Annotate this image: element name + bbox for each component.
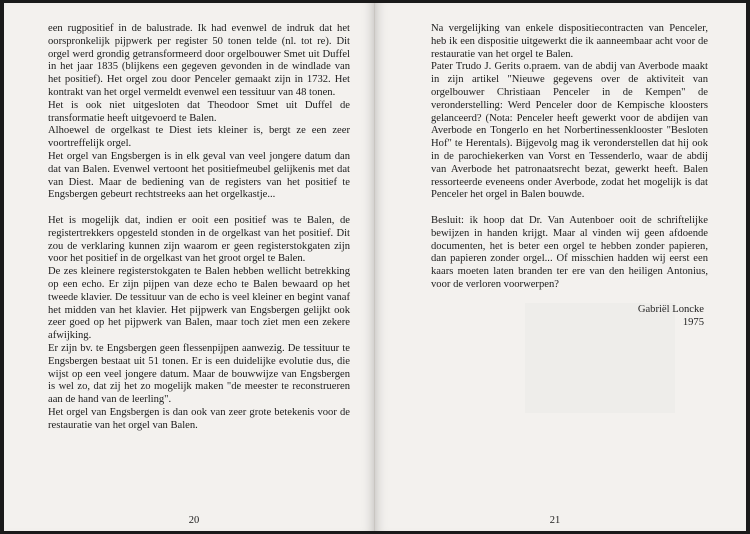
paragraph: Het orgel van Engsbergen is dan ook van zeer grote betekenis voor de restauratie van het orgel van Balen. bbox=[48, 406, 350, 431]
paragraph: Alhoewel de orgelkast te Diest iets kleiner is, bergt ze een zeer voortreffelijk orgel. bbox=[48, 125, 350, 150]
right-page-text bbox=[431, 23, 708, 292]
left-page-text bbox=[48, 23, 350, 433]
signature-year: 1975 bbox=[682, 316, 704, 328]
book-spread bbox=[4, 3, 746, 531]
signature-name: Gabriël Loncke bbox=[637, 303, 704, 315]
paragraph: Het is mogelijk dat, indien er ooit een positief was te Balen, de registertrekkers opgesteld stonden in de orgelkast van het positief. Dit zou de verklaring kunnen zijn waarom er geen registerstokgaten zijn voor het positief in de orgelkast van het groot orgel te Balen. bbox=[48, 214, 350, 265]
page-number: 21 bbox=[549, 515, 561, 526]
paragraph-gap bbox=[48, 202, 350, 215]
right-page bbox=[375, 3, 746, 531]
paragraph: Er zijn bv. te Engsbergen geen flessenpijpen aanwezig. De tessituur te Engsbergen bestaat uit 51 tonen. Er is een duidelijke evolutie dus, die wijst op een veel jongere datum. Maar de bouwwijze van Engsbergen is wel zo, dat zij het zo mogelijk maken "de meester te reconstrueren aan de hand van de leerling". bbox=[48, 342, 350, 406]
paragraph: Het is ook niet uitgesloten dat Theodoor Smet uit Duffel de transformatie heeft uitgevoerd te Balen. bbox=[48, 99, 350, 124]
paragraph: De zes kleinere registerstokgaten te Balen hebben wellicht betrekking op een echo. Er zijn pijpen van deze echo te Balen bewaard op het tweede klavier. De tessituur van de echo is veel kleiner en begint vanaf het midden van het klavier. Het pijpwerk van Engsbergen gelijkt ook zeer goed op het pijpwerk van Balen, maar toch ziet men een zekere afwijking. bbox=[48, 266, 350, 342]
paragraph: een rugpositief in de balustrade. Ik had evenwel de indruk dat het oorspronkelijk pijpwerk per register 50 tonen telde (nl. tot re). Dit orgel werd grondig getransformeerd door orgelbouwer Smet uit Duffel in het jaar 1835 (blijkens een gegeven gevonden in de windlade van het positief). Het orgel zou door Penceler gemaakt zijn in 1732. Het kontrakt van het orgel vermeldt evenwel een tessituur van 48 tonen. bbox=[48, 23, 350, 98]
page-number: 20 bbox=[188, 515, 200, 526]
left-page bbox=[4, 3, 375, 531]
paragraph: Het orgel van Engsbergen is in elk geval van veel jongere datum dan dat van Balen. Evenwel vertoont het positiefmeubel gelijkenis met dat van Diest. Maar de bediening van de registers van het positief te Engsbergen gebeurt rechtstreeks aan het orgelkastje... bbox=[48, 150, 350, 201]
paragraph: Na vergelijking van enkele dispositiecontracten van Penceler, heb ik een dispositie uitgewerkt die ik aanneembaar acht voor de restauratie van het orgel te Balen. bbox=[431, 23, 708, 60]
paragraph: Pater Trudo J. Gerits o.praem. van de abdij van Averbode maakt in zijn artikel "Nieuwe gegevens over de aktiviteit van orgelbouwer Christiaan Penceler in de Kempen" de veronderstelling: Werd Penceler door de Kempische kloosters gelanceerd? (Nota: Penceler heeft gewerkt voor de abdijen van Averbode en Tongerlo en het Norbertinessenklooster "Besloten Hof" te Herentals). Bijgevolg mag ik veronderstellen dat hij ook in de parochiekerken van Vorst en Tessenderlo, waar de abdij van Averbode het patronaatsrecht bezat, gewerkt heeft. Balen ressorteerde eveneens onder Averbode, zodat het mogelijk is dat Penceler het orgel in Balen bouwde. bbox=[431, 61, 708, 201]
paragraph: Besluit: ik hoop dat Dr. Van Autenboer ooit de schriftelijke bewijzen in handen krijgt. Maar al vinden wij geen afdoende documenten, het is beter een orgel te hebben zonder papieren, dan papieren zonder orgel... Of misschien hadden wij eerst een kaars moeten laten branden ter ere van den heiligen Antonius, voor de verloren voorwerpen? bbox=[431, 214, 708, 290]
paragraph-gap bbox=[431, 202, 708, 215]
show-through-shadow bbox=[525, 303, 675, 413]
